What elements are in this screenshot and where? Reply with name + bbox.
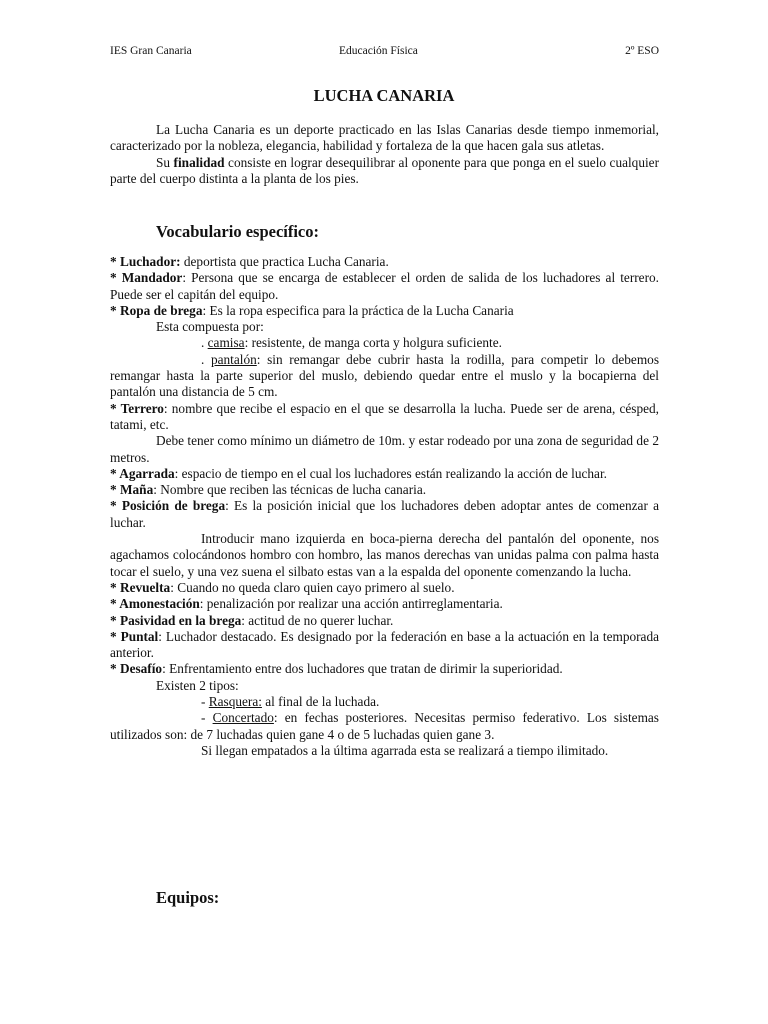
definition: : sin remangar debe cubrir hasta la rodilla, para competir lo debemos remangar hasta la parte superior del muslo, debiendo quedar entre el muslo y la bocapierna del pantalón una distancia de 5 cm.: [110, 351, 659, 400]
definition: : Es la posición inicial que los luchadores deben adoptar antes de comenzar a luchar.: [110, 498, 659, 530]
term: * Ropa de brega: [110, 302, 203, 318]
vocab-item-amonestacion: [110, 596, 659, 612]
definition: : Persona que se encarga de establecer el orden de salida de los luchadores al terrero. Puede ser el capitán del equipo.: [110, 270, 659, 302]
vocab-item-puntal: [110, 629, 659, 662]
document-title: LUCHA CANARIA: [313, 86, 455, 105]
vocab-subitem-pantalon: [110, 352, 659, 401]
definition: al final de la luchada.: [261, 694, 380, 710]
vocab-item-revuelta: [110, 580, 659, 596]
prefix: -: [201, 694, 209, 710]
finalidad-text: consiste en lograr desequilibrar al oponente para que ponga en el suelo cualquier parte del cuerpo distinta a la planta de los pies.: [110, 154, 660, 186]
term: * Luchador:: [110, 254, 181, 269]
page-header: [110, 43, 659, 59]
vocab-section: [110, 254, 659, 759]
terrero-extra: Debe tener como mínimo un diámetro de 10m. y estar rodeado por una zona de seguridad de 2 metros.: [110, 433, 659, 465]
vocab-item-desafio: [110, 661, 659, 677]
vocab-subitem-camisa: [110, 335, 659, 351]
header-school: IES Gran Canaria: [110, 45, 192, 57]
definition: : resistente, de manga corta y holgura suficiente.: [244, 335, 502, 351]
vocab-subitem-rasquera: [110, 694, 659, 710]
finalidad-paragraph: [110, 155, 659, 188]
term: * Pasividad en la brega: [110, 612, 242, 628]
definition: : penalización por realizar una acción antirreglamentaria.: [199, 596, 503, 612]
vocab-item-posicion: [110, 498, 659, 531]
prefix: -: [201, 710, 213, 726]
definition: : Enfrentamiento entre dos luchadores que tratan de dirimir la superioridad.: [162, 661, 563, 677]
prefix: .: [201, 351, 211, 367]
definition: : Cuando no queda claro quien cayo primero al suelo.: [170, 579, 455, 595]
definition: : nombre que recibe el espacio en el que se desarrolla la lucha. Puede ser de arena, césped, tatami, etc.: [110, 400, 659, 432]
equipos-heading: Equipos:: [156, 888, 220, 907]
definition: : Nombre que reciben las técnicas de lucha canaria.: [153, 482, 427, 498]
definition: : en fechas posteriores. Necesitas permiso federativo. Los sistemas utilizados son: de 7 luchadas quien gane 4 o de 5 luchadas quien gane 3.: [110, 710, 659, 742]
intro-section: [110, 122, 659, 187]
definition: : espacio de tiempo en el cual los luchadores están realizando la acción de luchar.: [174, 465, 607, 481]
vocab-item-mandador: [110, 270, 659, 303]
term: camisa: [207, 335, 245, 351]
term: * Puntal: [110, 628, 159, 644]
term: * Posición de brega: [110, 498, 226, 514]
tipos-line: Existen 2 tipos:: [156, 677, 239, 693]
term: * Mandador: [110, 270, 183, 286]
compuesta-line: Esta compuesta por:: [156, 319, 264, 335]
vocab-item-luchador: [110, 254, 659, 270]
term: Rasquera:: [208, 694, 262, 710]
finalidad-term: finalidad: [173, 154, 225, 170]
vocab-item-mana: [110, 482, 659, 498]
term: Concertado: [212, 710, 274, 726]
term: * Terrero: [110, 400, 164, 416]
definition: : Luchador destacado. Es designado por la federación en base a la actuación en la temporada anterior.: [110, 628, 660, 661]
term: * Maña: [110, 482, 154, 498]
finalidad-prefix: Su: [156, 154, 171, 170]
vocab-item-terrero: [110, 401, 659, 434]
term: * Amonestación: [110, 596, 200, 612]
vocab-item-pasividad: [110, 613, 659, 629]
term: * Desafío: [110, 661, 163, 677]
term: * Agarrada: [110, 465, 175, 481]
vocab-item-ropa: [110, 303, 659, 319]
posicion-extra: Introducir mano izquierda en boca-pierna derecha del pantalón del oponente, nos agachamos colocándonos hombro con hombro, las manos derechas van unidas palma con palma hasta tocar el suelo, y una vez suena el silbato estas van a la espalda del oponente comenzando la lucha.: [110, 531, 659, 579]
empate-paragraph: Si llegan empatados a la última agarrada esta se realizará a tiempo ilimitado.: [201, 742, 609, 758]
vocab-subitem-concertado: [110, 710, 659, 743]
header-grade: 2º ESO: [625, 45, 659, 57]
prefix: .: [201, 335, 208, 351]
vocab-heading: Vocabulario específico:: [156, 222, 319, 241]
term: * Revuelta: [110, 579, 171, 595]
intro-paragraph: La Lucha Canaria es un deporte practicado en las Islas Canarias desde tiempo inmemorial, caracterizado por la nobleza, elegancia, habilidad y fortaleza de la que hacen gala sus atletas.: [110, 122, 659, 154]
term: pantalón: [210, 351, 257, 367]
header-subject: Educación Física: [339, 45, 418, 57]
definition: : Es la ropa especifica para la práctica de la Lucha Canaria: [202, 302, 514, 318]
vocab-item-agarrada: [110, 466, 659, 482]
definition: : actitud de no querer luchar.: [241, 612, 394, 628]
definition: deportista que practica Lucha Canaria.: [180, 254, 389, 269]
